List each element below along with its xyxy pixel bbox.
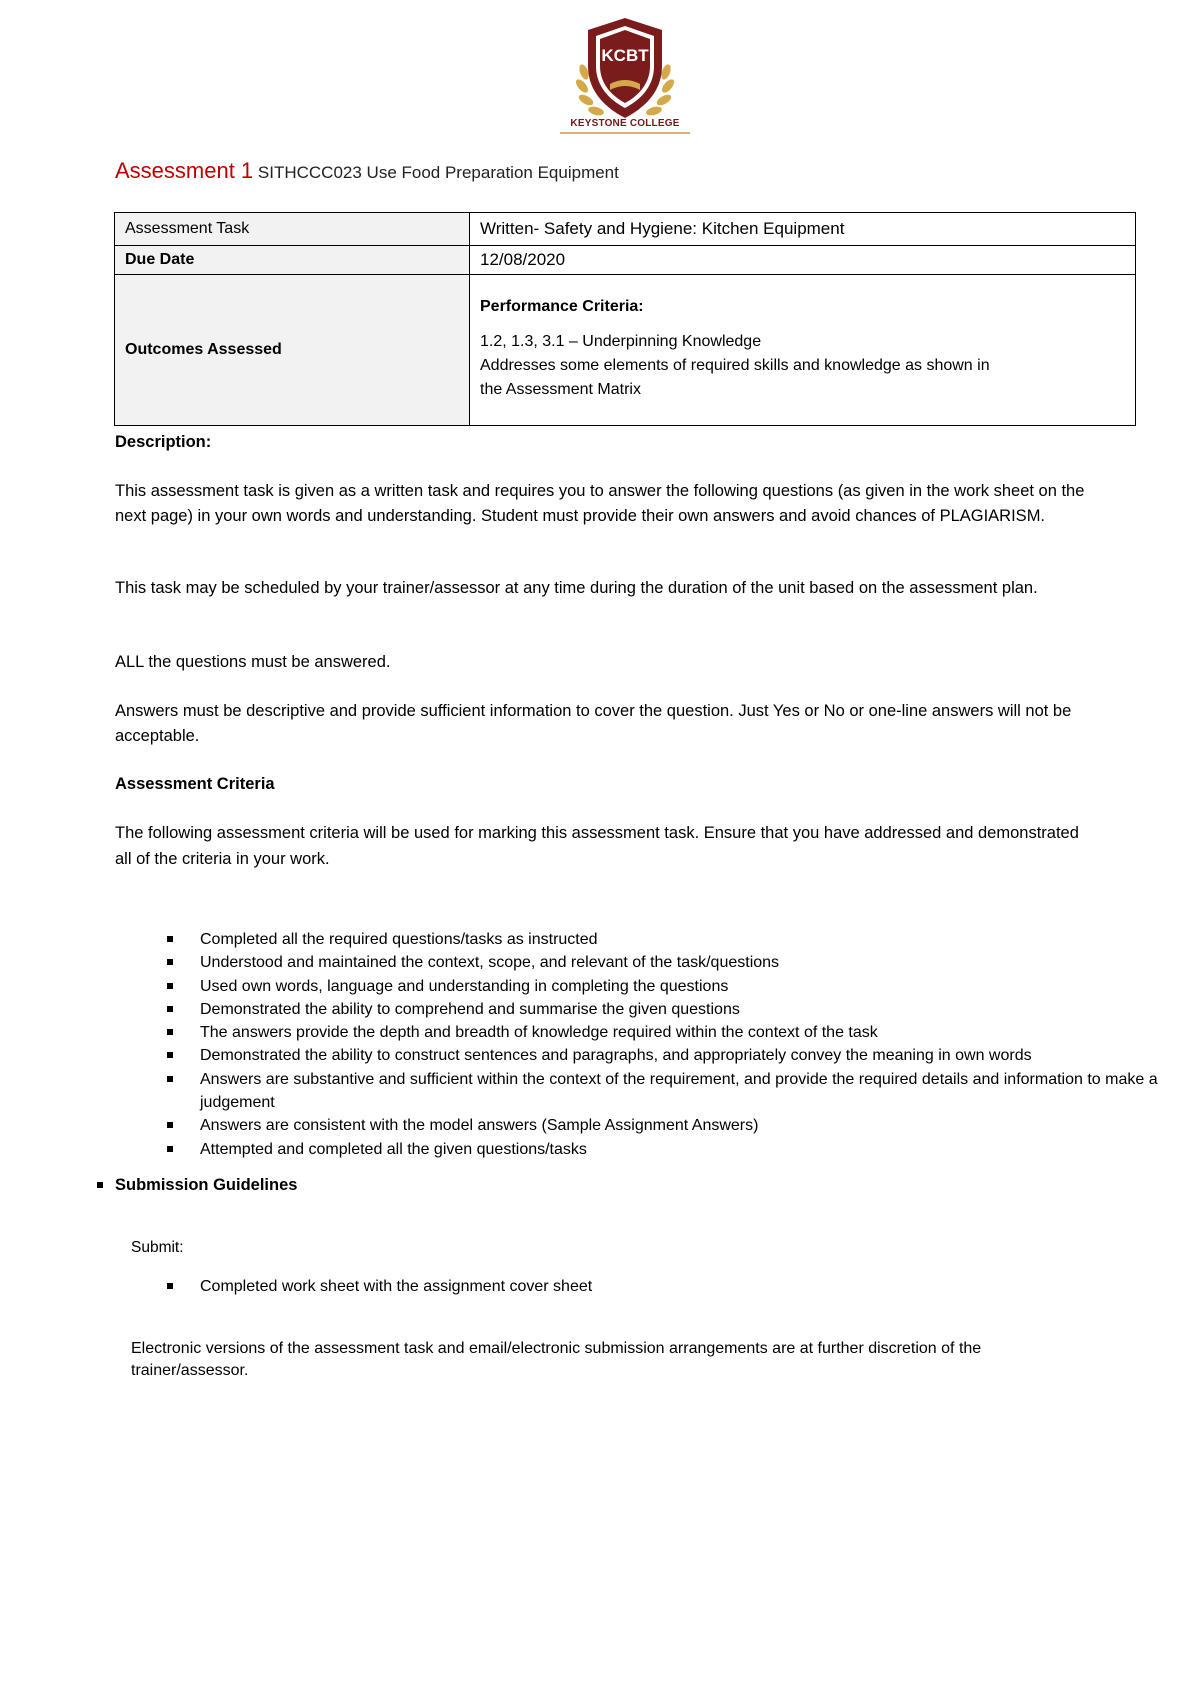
- criteria-list: [160, 928, 1160, 1161]
- outcomes-value: [470, 275, 1136, 426]
- submit-label: Submit:: [131, 1239, 184, 1256]
- criteria-text: Understood and maintained the context, scope, and relevant of the task/questions: [200, 954, 780, 972]
- criteria-text: Demonstrated the ability to comprehend and summarise the given questions: [200, 1000, 740, 1018]
- outcomes-label: Outcomes Assessed: [115, 275, 470, 426]
- bullet-icon: [167, 1076, 173, 1082]
- bullet-icon: [167, 1006, 173, 1012]
- logo-underline: [560, 132, 690, 134]
- list-item: [160, 951, 1160, 974]
- criteria-text: Used own words, language and understanding in completing the questions: [200, 977, 729, 995]
- shield-emblem-icon: [570, 14, 680, 124]
- criteria-heading: Assessment Criteria: [115, 775, 275, 793]
- submission-note: Electronic versions of the assessment task and email/electronic submission arrangements are at further discretion of the trainer/assessor.: [131, 1340, 982, 1379]
- logo-caption: KEYSTONE COLLEGE: [570, 118, 680, 129]
- list-item: [160, 1275, 1160, 1298]
- college-logo: [570, 14, 680, 134]
- bullet-icon: [167, 1052, 173, 1058]
- table-row: [115, 275, 1136, 426]
- bullet-icon: [167, 1029, 173, 1035]
- description-paragraph: ALL the questions must be answered.: [115, 653, 391, 671]
- list-item: [160, 1068, 1160, 1115]
- list-item: [160, 998, 1160, 1021]
- bullet-icon: [167, 959, 173, 965]
- submission-list: [160, 1275, 1160, 1298]
- logo-monogram: KCBT: [601, 46, 649, 65]
- table-row: [115, 213, 1136, 246]
- bullet-icon: [167, 1122, 173, 1128]
- bullet-icon: [167, 936, 173, 942]
- bullet-icon: [97, 1182, 103, 1188]
- criteria-intro: The following assessment criteria will be used for marking this assessment task. Ensure that you have addressed and demonstrated all of the criteria in your work.: [115, 824, 1079, 868]
- description-paragraph: This task may be scheduled by your trainer/assessor at any time during the duration of the unit based on the assessment plan.: [115, 579, 1038, 597]
- due-date-label: Due Date: [115, 246, 470, 275]
- criteria-text: Answers are substantive and sufficient within the context of the requirement, and provide the required details and information to make a judgement: [200, 1070, 1158, 1112]
- assessment-details-table: [114, 212, 1136, 426]
- task-value: Written- Safety and Hygiene: Kitchen Equipment: [470, 213, 1136, 246]
- performance-criteria-line: the Assessment Matrix: [480, 381, 641, 398]
- task-label: Assessment Task: [115, 213, 470, 246]
- bullet-icon: [167, 1146, 173, 1152]
- performance-criteria-heading: Performance Criteria:: [480, 298, 644, 315]
- submission-heading: Submission Guidelines: [115, 1176, 298, 1194]
- criteria-text: Attempted and completed all the given questions/tasks: [200, 1140, 587, 1158]
- criteria-text: Answers are consistent with the model answers (Sample Assignment Answers): [200, 1117, 759, 1135]
- submission-text: Completed work sheet with the assignment cover sheet: [200, 1278, 593, 1295]
- list-item: [160, 1044, 1160, 1067]
- due-date-value: 12/08/2020: [470, 246, 1136, 275]
- bullet-icon: [167, 983, 173, 989]
- unit-title: SITHCCC023 Use Food Preparation Equipment: [257, 163, 619, 182]
- description-paragraph: This assessment task is given as a written task and requires you to answer the following questions (as given in the work sheet on the next page) in your own words and understanding. Student must provide their own answers and avoid chances of PLAGIARISM.: [115, 482, 1085, 525]
- table-row: [115, 246, 1136, 275]
- list-item: [160, 1138, 1160, 1161]
- criteria-text: The answers provide the depth and breadth of knowledge required within the context of the task: [200, 1024, 878, 1042]
- list-item: [160, 928, 1160, 951]
- performance-criteria-line: Addresses some elements of required skills and knowledge as shown in: [480, 357, 990, 374]
- description-paragraph: Answers must be descriptive and provide sufficient information to cover the question. Just Yes or No or one-line answers will not be acceptable.: [115, 702, 1072, 745]
- page-title: [115, 158, 619, 184]
- performance-criteria-line: 1.2, 1.3, 3.1 – Underpinning Knowledge: [480, 333, 762, 350]
- assessment-number: Assessment 1: [115, 158, 254, 183]
- bullet-icon: [167, 1283, 173, 1289]
- criteria-text: Completed all the required questions/tasks as instructed: [200, 931, 598, 948]
- list-item: [160, 975, 1160, 998]
- criteria-text: Demonstrated the ability to construct sentences and paragraphs, and appropriately convey the meaning in own words: [200, 1047, 1032, 1065]
- list-item: [160, 1114, 1160, 1137]
- description-heading: Description:: [115, 433, 212, 451]
- list-item: [160, 1021, 1160, 1044]
